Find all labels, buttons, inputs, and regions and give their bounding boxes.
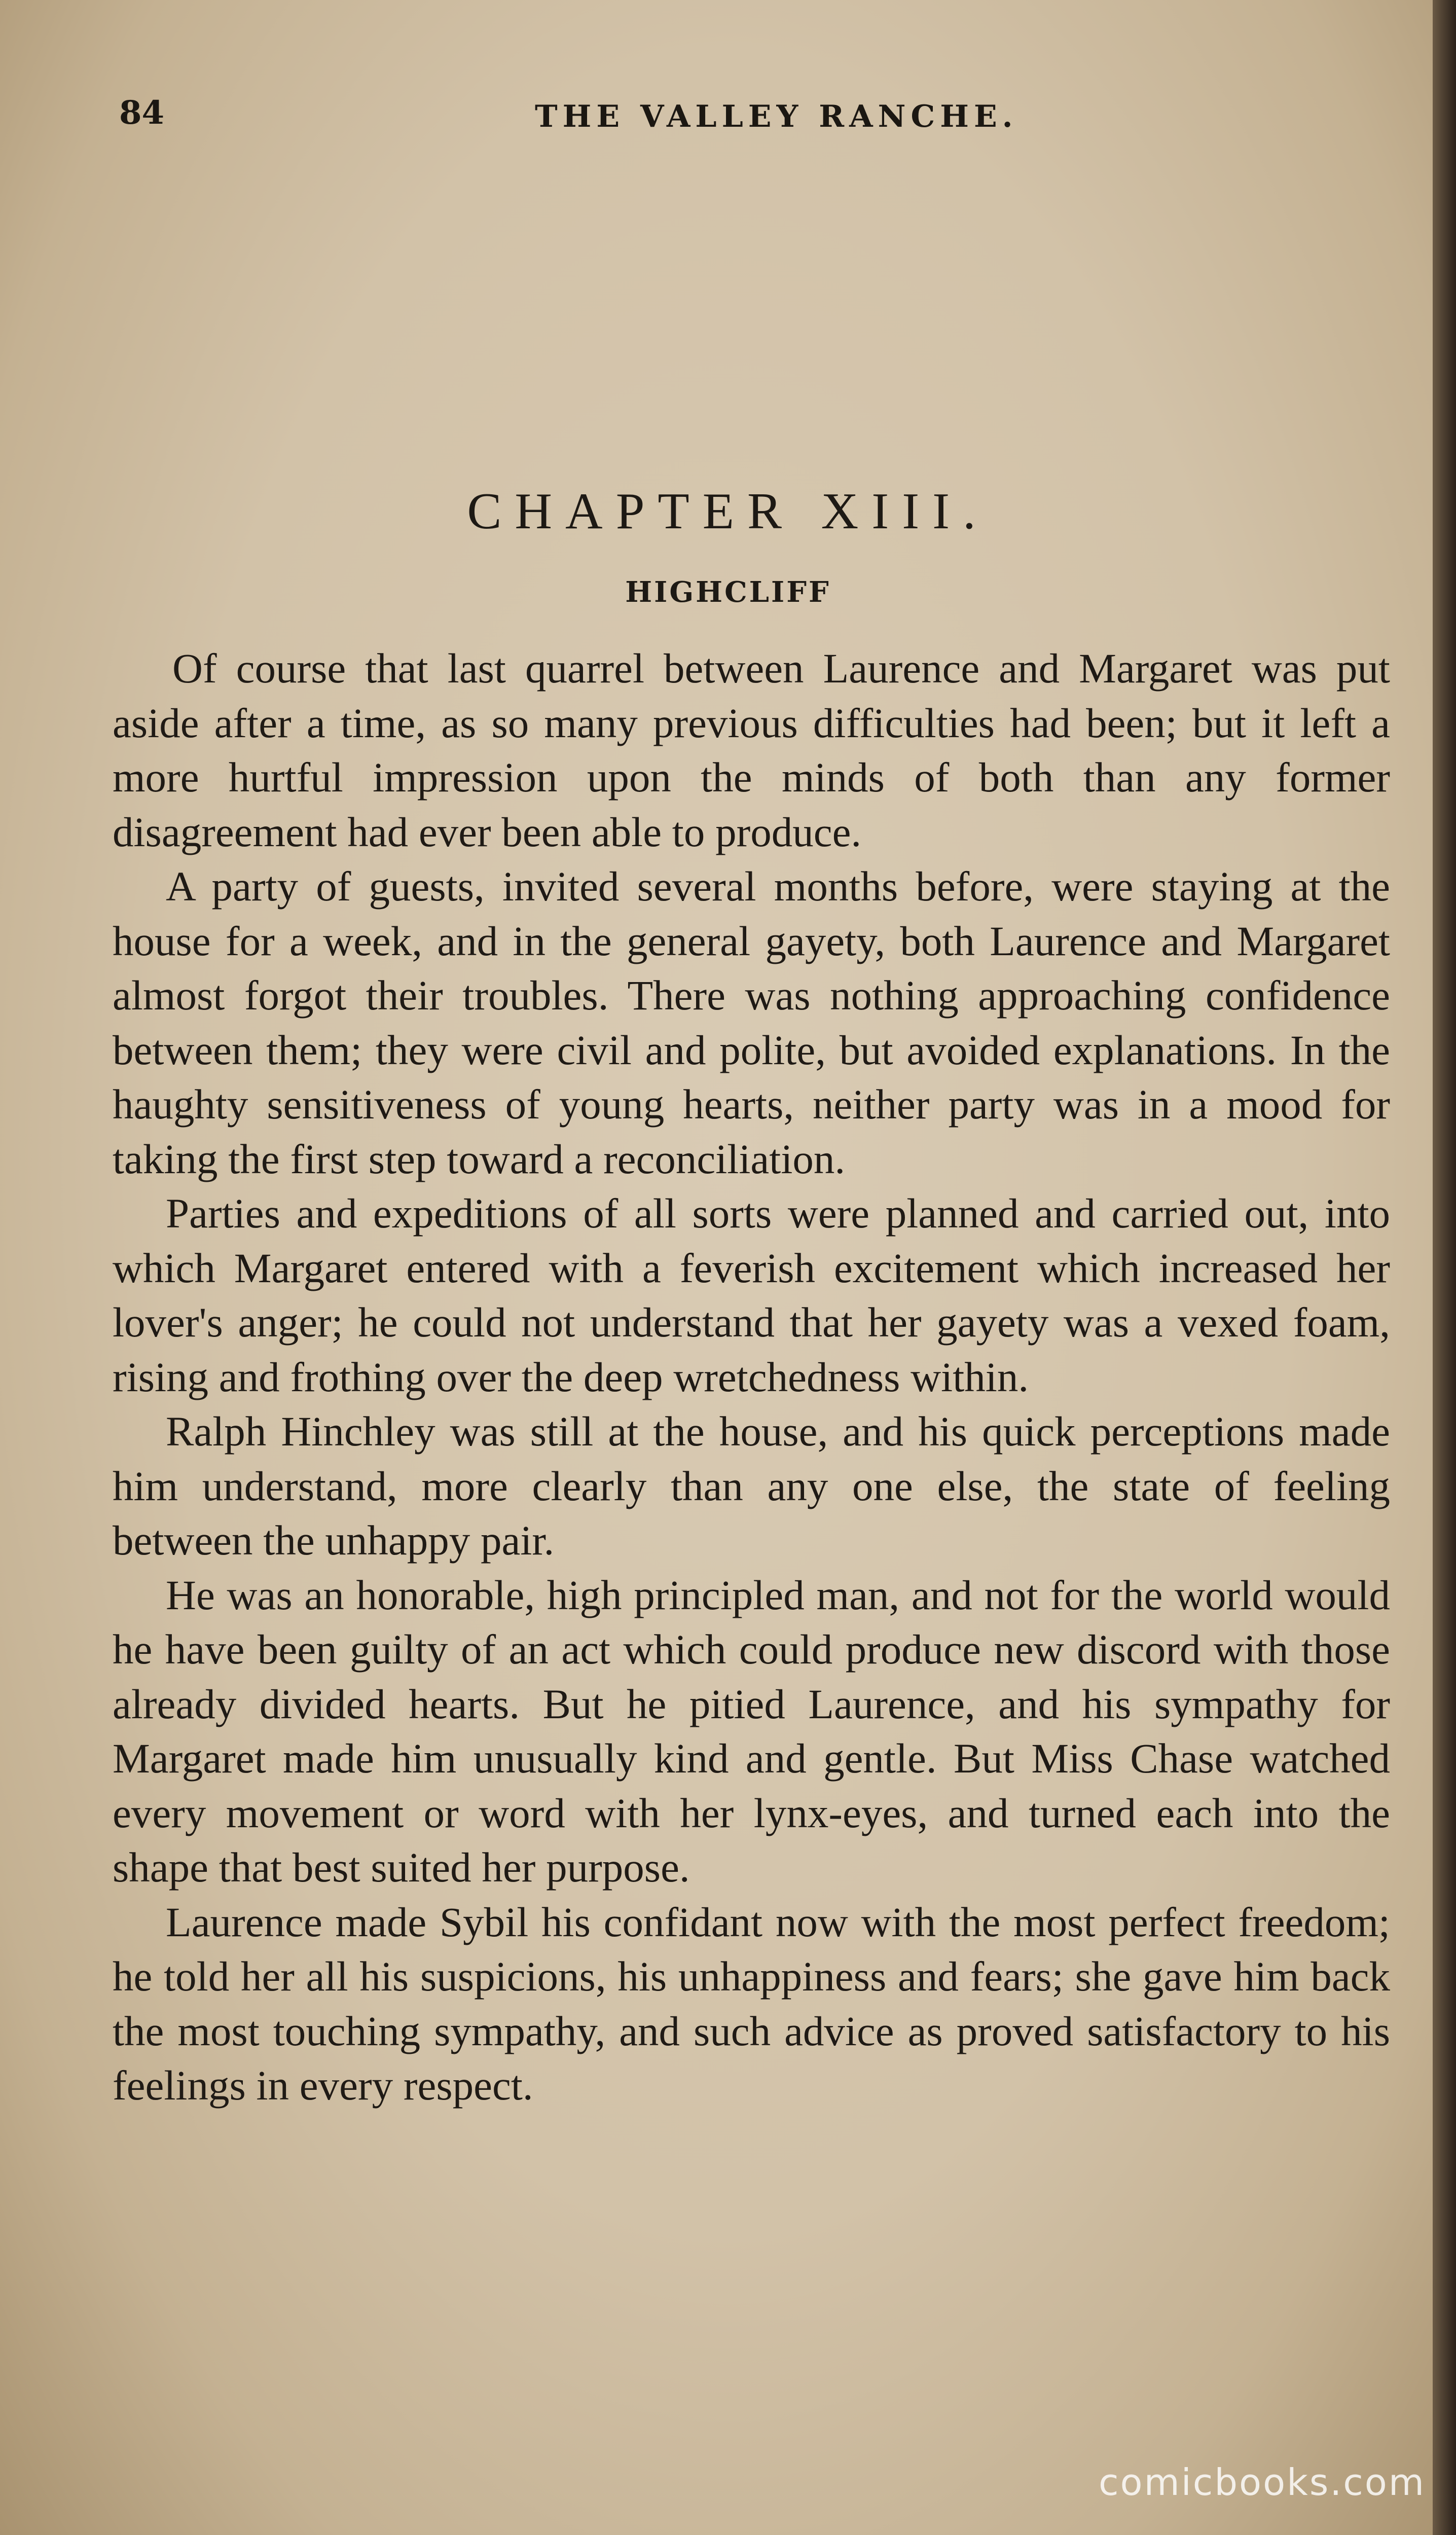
running-head [119, 89, 1366, 144]
paragraph: Of course that last quarrel between Laurence and Margaret was put aside after a time, as so many previous difficulties had been; but it left a more hurtful impression upon the minds of both than any former disagreement had ever been able to produce. [113, 645, 1390, 855]
paragraph: Laurence made Sybil his confidant now with the most perfect freedom; he told her all his suspicions, his unhappiness and fears; she gave him back the most touching sympathy, and such advice as proved satisfactory to his feelings in every respect. [113, 1898, 1390, 2109]
chapter-subtitle: HIGHCLIFF [625, 575, 831, 609]
paragraph: A party of guests, invited several months before, were staying at the house for a week, and in the general gayety, both Laurence and Margaret almost forgot their troubles. There was nothing approaching confidence between them; they were civil and polite, but avoided explanations. In the haughty sensitiveness of young hearts, neither party was in a mood for taking the first step toward a reconciliation. [113, 863, 1390, 1182]
page-number: 84 [119, 94, 165, 132]
running-head-title: THE VALLEY RANCHE. [535, 99, 1018, 134]
chapter-body [113, 641, 1390, 2113]
chapter-heading: CHAPTER XIII. [467, 483, 989, 540]
page-edge-shadow [1433, 0, 1456, 2535]
paragraph: He was an honorable, high principled man, and not for the world would he have been guilty of an act which could produce new discord with those already divided hearts. But he pitied Laurence, and his sympathy for Margaret made him unusually kind and gentle. But Miss Chase watched every movement or word with her lynx-eyes, and turned each into the shape that best suited her purpose. [113, 1571, 1390, 1891]
paragraph: Ralph Hinchley was still at the house, and his quick perceptions made him understand, more clearly than any one else, the state of feeling between the unhappy pair. [113, 1408, 1390, 1564]
paragraph: Parties and expeditions of all sorts were planned and carried out, into which Margaret entered with a feverish excitement which increased her lover's anger; he could not understand that her gayety was a vexed foam, rising and frothing over the deep wretchedness within. [113, 1190, 1390, 1400]
watermark: comicbooks.com [1098, 2461, 1426, 2504]
